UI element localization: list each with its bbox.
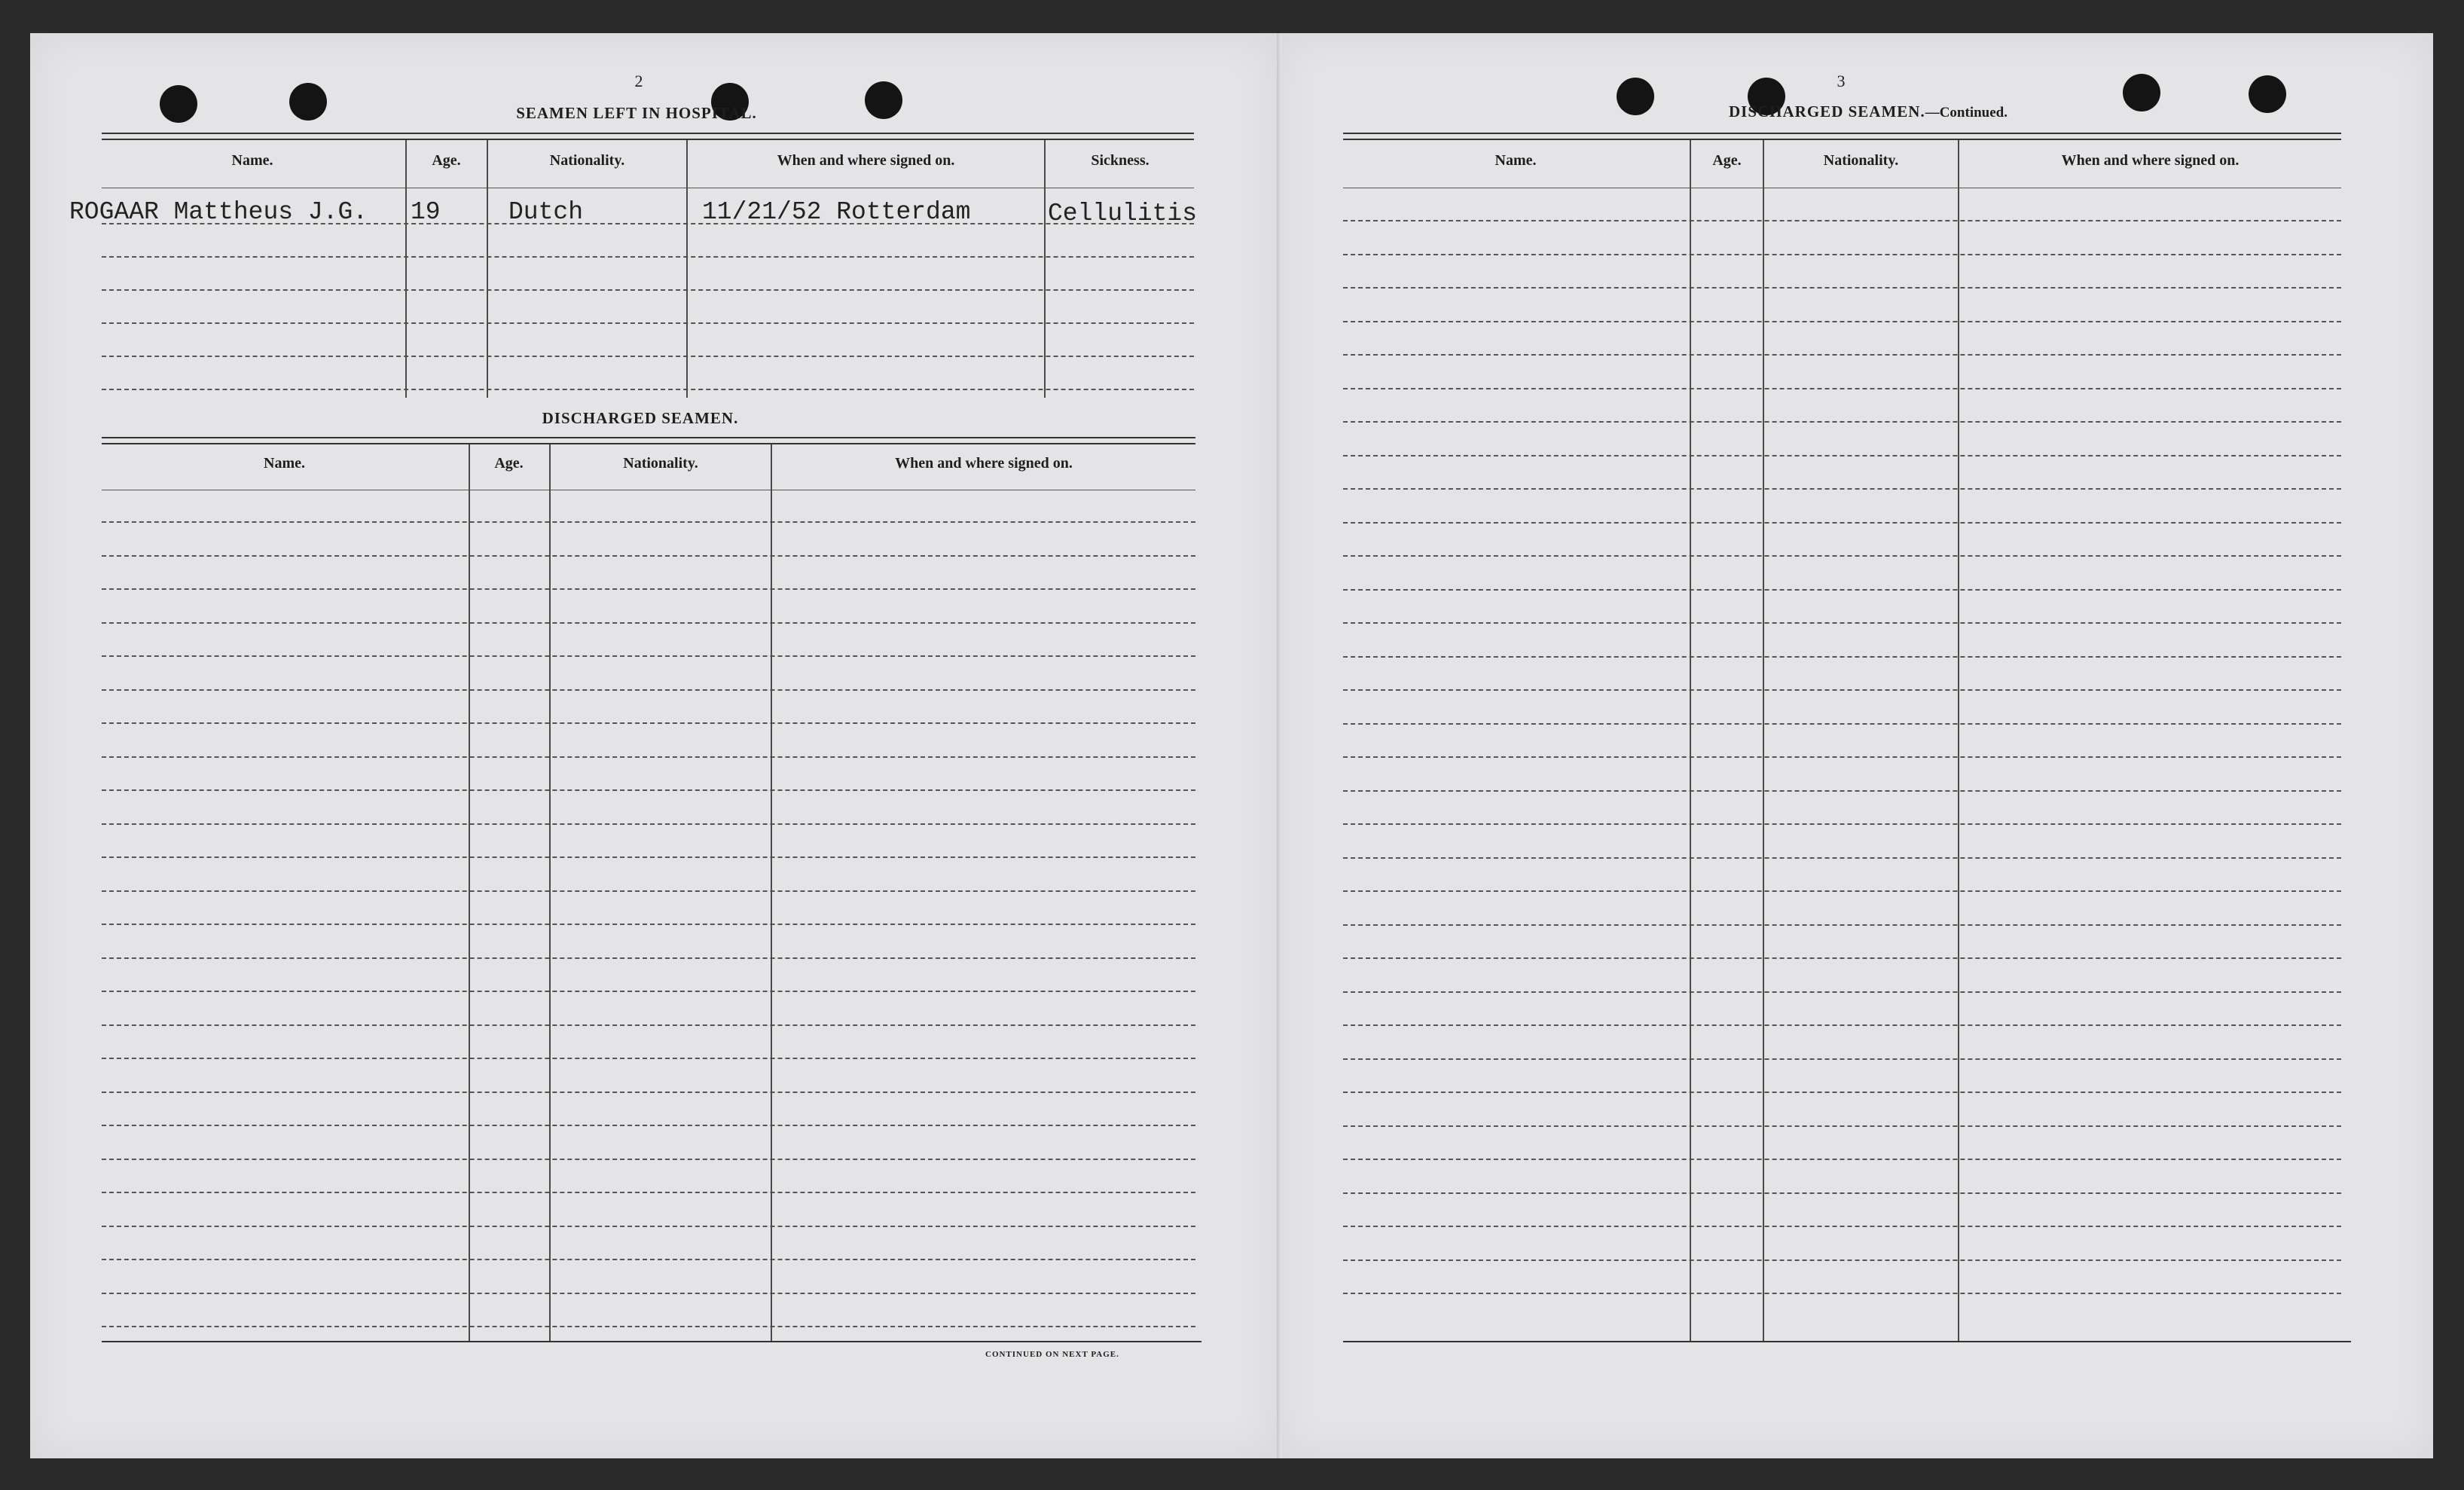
ruled-line bbox=[102, 689, 1195, 691]
rule bbox=[102, 443, 1195, 444]
ruled-line bbox=[1343, 388, 2341, 389]
ruled-line bbox=[1343, 723, 2341, 725]
ruled-line bbox=[1343, 1259, 2341, 1261]
ruled-line bbox=[1343, 991, 2341, 993]
ruled-line bbox=[102, 588, 1195, 590]
ruled-line bbox=[1343, 857, 2341, 859]
column-header-name: Name. bbox=[231, 152, 273, 169]
column-header-name: Name. bbox=[1495, 152, 1537, 169]
ruled-line bbox=[102, 223, 1194, 224]
ruled-line bbox=[1343, 1226, 2341, 1227]
ruled-line bbox=[102, 1092, 1195, 1093]
ruled-line bbox=[1343, 522, 2341, 524]
entry-nationality: Dutch bbox=[508, 198, 584, 226]
ruled-line bbox=[102, 756, 1195, 758]
ruled-line bbox=[102, 924, 1195, 925]
column-divider bbox=[771, 444, 772, 1341]
ruled-line bbox=[102, 1125, 1195, 1126]
entry-age: 19 bbox=[411, 198, 441, 226]
rule bbox=[102, 139, 1194, 140]
column-divider bbox=[1763, 140, 1764, 1341]
ruled-line bbox=[1343, 924, 2341, 926]
column-header-signed-on: When and where signed on. bbox=[895, 455, 1073, 472]
rule bbox=[1343, 139, 2341, 140]
section-title-hospital: SEAMEN LEFT IN HOSPITAL. bbox=[516, 104, 757, 122]
ruled-line bbox=[102, 856, 1195, 858]
ruled-line bbox=[102, 1192, 1195, 1193]
rule bbox=[1343, 1341, 2351, 1342]
punch-hole bbox=[865, 81, 902, 119]
column-header-signed-on: When and where signed on. bbox=[2061, 152, 2240, 169]
ruled-line bbox=[102, 289, 1194, 291]
ruled-line bbox=[1343, 354, 2341, 356]
continued-note: CONTINUED ON NEXT PAGE. bbox=[985, 1350, 1119, 1359]
column-header-age: Age. bbox=[432, 152, 461, 169]
column-header-nationality: Nationality. bbox=[549, 152, 625, 169]
ruled-line bbox=[102, 1326, 1195, 1327]
ruled-line bbox=[102, 256, 1194, 258]
ruled-line bbox=[1343, 1092, 2341, 1093]
column-divider bbox=[549, 444, 551, 1341]
ruled-line bbox=[1343, 589, 2341, 591]
page-gutter bbox=[1277, 33, 1281, 1458]
ruled-line bbox=[1343, 254, 2341, 255]
ruled-line bbox=[1343, 555, 2341, 557]
ruled-line bbox=[102, 1226, 1195, 1227]
column-header-signed-on: When and where signed on. bbox=[777, 152, 955, 169]
column-divider bbox=[1958, 140, 1959, 1341]
rule bbox=[1343, 133, 2341, 134]
ruled-line bbox=[1343, 321, 2341, 322]
ruled-line bbox=[102, 890, 1195, 892]
column-header-name: Name. bbox=[264, 455, 305, 472]
ruled-line bbox=[102, 555, 1195, 557]
page-number: 2 bbox=[634, 72, 643, 90]
ruled-line bbox=[1343, 1058, 2341, 1060]
ruled-line bbox=[102, 389, 1194, 390]
ruled-line bbox=[102, 655, 1195, 657]
column-header-age: Age. bbox=[494, 455, 524, 472]
ruled-line bbox=[102, 521, 1195, 523]
section-title-suffix: —Continued. bbox=[1925, 105, 2008, 121]
section-title-discharged-continued bbox=[1642, 102, 2094, 121]
ruled-line bbox=[1343, 689, 2341, 691]
ruled-line bbox=[1343, 756, 2341, 758]
section-title-discharged: DISCHARGED SEAMEN. bbox=[542, 409, 739, 427]
ruled-line bbox=[102, 356, 1194, 357]
ruled-line bbox=[1343, 1024, 2341, 1026]
ruled-line bbox=[1343, 656, 2341, 658]
ruled-line bbox=[1343, 823, 2341, 825]
ruled-line bbox=[1343, 220, 2341, 221]
right-page bbox=[1277, 33, 2433, 1458]
column-divider bbox=[1044, 140, 1046, 398]
ruled-line bbox=[102, 991, 1195, 992]
ruled-line bbox=[1343, 1192, 2341, 1194]
ruled-line bbox=[1343, 1125, 2341, 1127]
ruled-line bbox=[102, 722, 1195, 724]
entry-name: ROGAAR Mattheus J.G. bbox=[69, 198, 368, 226]
column-header-age: Age. bbox=[1712, 152, 1742, 169]
rule bbox=[102, 437, 1195, 438]
ruled-line bbox=[102, 957, 1195, 959]
punch-hole bbox=[2123, 74, 2160, 111]
ruled-line bbox=[102, 322, 1194, 324]
column-divider bbox=[487, 140, 488, 398]
column-header-sickness: Sickness. bbox=[1091, 152, 1150, 169]
ruled-line bbox=[102, 1259, 1195, 1260]
ruled-line bbox=[102, 823, 1195, 825]
entry-signed-on: 11/21/52 Rotterdam bbox=[702, 198, 971, 226]
ruled-line bbox=[1343, 622, 2341, 624]
column-divider bbox=[686, 140, 688, 398]
column-divider bbox=[469, 444, 470, 1341]
ruled-line bbox=[1343, 455, 2341, 456]
ruled-line bbox=[1343, 890, 2341, 892]
rule bbox=[102, 133, 1194, 134]
ruled-line bbox=[1343, 1293, 2341, 1294]
column-divider bbox=[1690, 140, 1691, 1341]
ruled-line bbox=[102, 789, 1195, 791]
column-header-nationality: Nationality. bbox=[1823, 152, 1899, 169]
ruled-line bbox=[102, 622, 1195, 624]
entry-sickness: Cellulitis bbox=[1048, 200, 1198, 227]
left-page bbox=[30, 33, 1277, 1458]
ruled-line bbox=[102, 1058, 1195, 1059]
page-number: 3 bbox=[1837, 72, 1846, 90]
punch-hole bbox=[289, 83, 327, 121]
ruled-line bbox=[102, 1024, 1195, 1026]
ruled-line bbox=[1343, 790, 2341, 792]
punch-hole bbox=[160, 85, 197, 123]
column-divider bbox=[405, 140, 407, 398]
section-title-text: DISCHARGED SEAMEN. bbox=[1729, 102, 1925, 121]
ruled-line bbox=[1343, 957, 2341, 959]
ruled-line bbox=[1343, 488, 2341, 490]
punch-hole bbox=[2249, 75, 2286, 113]
ruled-line bbox=[1343, 1159, 2341, 1160]
ruled-line bbox=[1343, 421, 2341, 423]
column-header-nationality: Nationality. bbox=[623, 455, 698, 472]
ruled-line bbox=[1343, 287, 2341, 289]
ruled-line bbox=[102, 1159, 1195, 1160]
rule bbox=[102, 1341, 1201, 1342]
ruled-line bbox=[102, 1293, 1195, 1294]
